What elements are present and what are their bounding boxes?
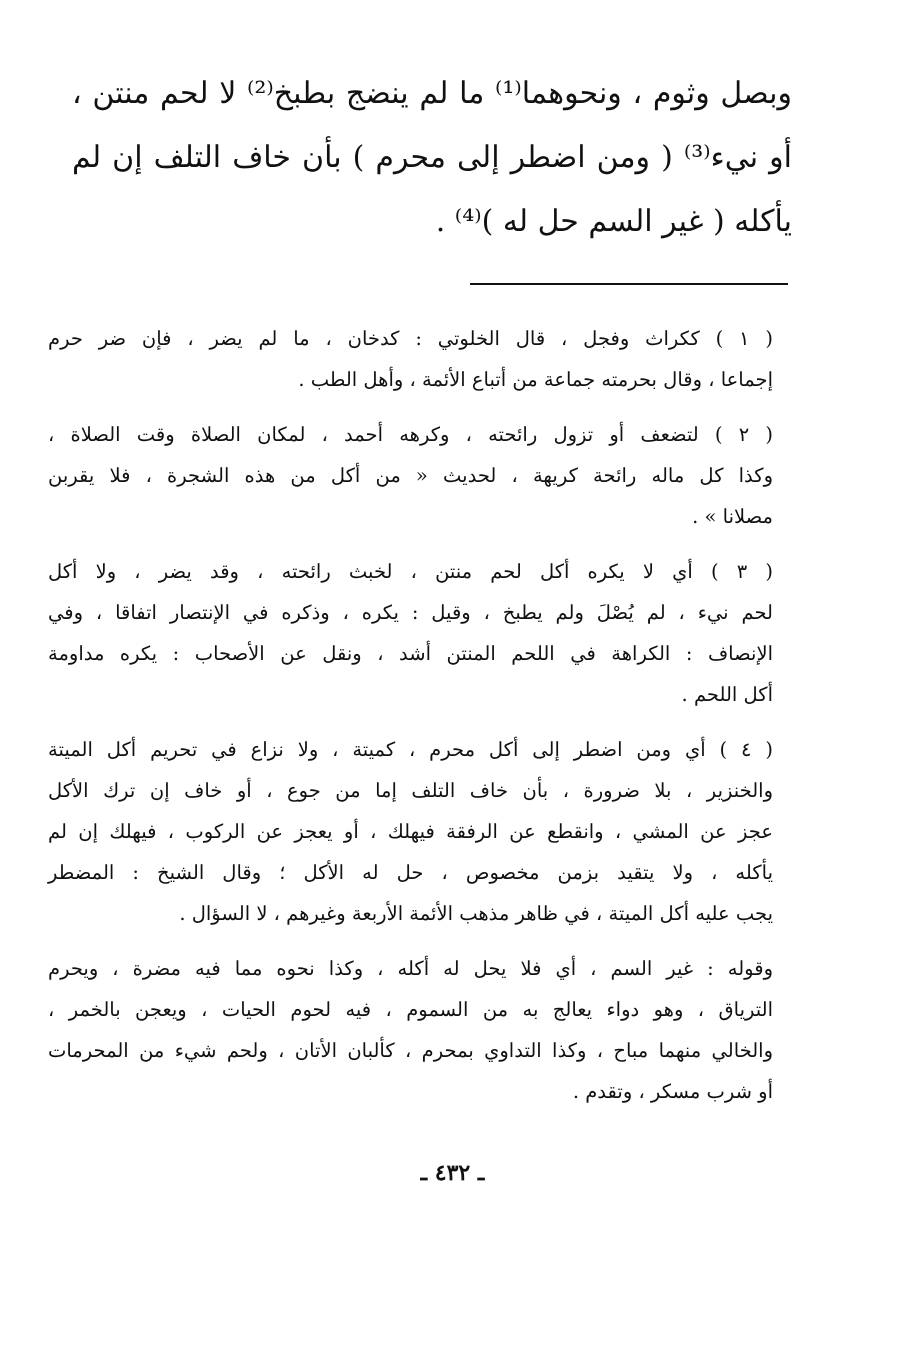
footnote-line: لحم نيء ، لم يُصْلَ ولم يطبخ ، وقيل : يكره ، وذكره في الإنتصار اتفاقا ، وفي [48,601,773,624]
footnote-line: مصلانا » . [692,505,773,528]
footnote-separator [470,283,788,285]
footnote-line: عجز عن المشي ، وانقطع عن الرفقة فيهلك ، أو يعجز عن الركوب ، فيهلك إن لم [48,820,773,843]
footnote-3 [48,551,773,715]
footnote-line: والخالي منهما مباح ، وكذا التداوي بمحرم ، كألبان الأتان ، ولحم شيء من المحرمات [48,1039,773,1062]
footnote-line: يجب عليه أكل الميتة ، في ظاهر مذهب الأئمة الأربعة وغيرهم ، لا السؤال . [179,902,773,925]
main-text [72,62,792,254]
footnote-line: أكل اللحم . [681,683,773,706]
main-text-line: وبصل وثوم ، ونحوهما⁽¹⁾ ما لم ينضج بطبخ⁽²⁾ لا لحم منتن ، [72,76,792,111]
main-text-line: أو نيء⁽³⁾ ( ومن اضطر إلى محرم ) بأن خاف التلف إن لم [72,140,793,175]
footnote-line: ( ٢ ) لتضعف أو تزول رائحته ، وكرهه أحمد ، لمكان الصلاة وقت الصلاة ، [48,423,773,446]
footnote-line: ( ٣ ) أي لا يكره أكل لحم منتن ، لخبث رائحته ، وقد يضر ، ولا أكل [48,560,773,583]
main-text-line: يأكله ( غير السم حل له )⁽⁴⁾ . [435,204,792,239]
footnote-line: وقوله : غير السم ، أي فلا يحل له أكله ، وكذا نحوه مما فيه مضرة ، ويحرم [48,957,773,980]
footnotes [48,318,773,1126]
footnote-line: أو شرب مسكر ، وتقدم . [572,1080,773,1103]
footnote-line: ( ١ ) ككراث وفجل ، قال الخلوتي : كدخان ، ما لم يضر ، فإن ضر حرم [48,327,773,350]
footnote-line: يأكله ، ولا يتقيد بزمن مخصوص ، حل له الأكل ؛ وقال الشيخ : المضطر [48,861,773,884]
footnote-line: والخنزير ، بلا ضرورة ، بأن خاف التلف إما من جوع ، أو خاف إن ترك الأكل [48,779,773,802]
footnote-line: إجماعا ، وقال بحرمته جماعة من أتباع الأئمة ، وأهل الطب . [298,368,773,391]
page-number: ـ ٤٣٢ ـ [420,1160,485,1186]
footnote-4 [48,729,773,934]
footnote-line: الإنصاف : الكراهة في اللحم المنتن أشد ، ونقل عن الأصحاب : يكره مداومة [48,642,773,665]
footnote-line: وكذا كل ماله رائحة كريهة ، لحديث « من أكل من هذه الشجرة ، فلا يقربن [48,464,773,487]
footnote-2 [48,414,773,537]
footnote-line: الترياق ، وهو دواء يعالج به من السموم ، فيه لحوم الحيات ، ويعجن بالخمر ، [48,998,773,1021]
footnote-line: ( ٤ ) أي ومن اضطر إلى أكل محرم ، كميتة ، ولا نزاع في تحريم أكل الميتة [48,738,773,761]
footnote-1 [48,318,773,400]
footnote-4-continued [48,948,773,1112]
